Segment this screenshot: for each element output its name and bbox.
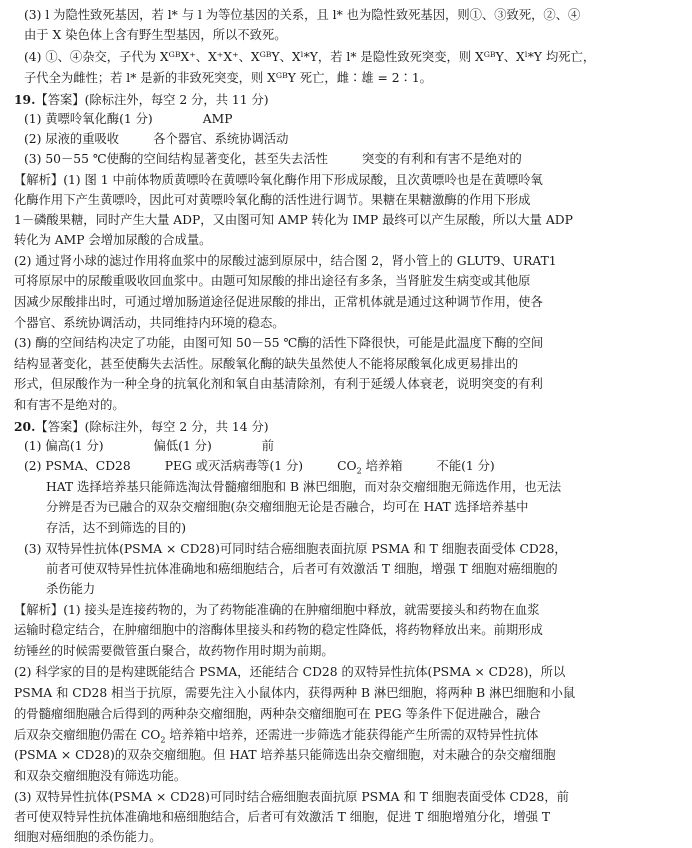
q19-header-text: 【答案】(除标注外，每空 2 分，共 11 分) xyxy=(35,93,269,107)
q18-item4-line1: (4) ①、④杂交，子代为 XᴳᴮX⁺、X⁺X⁺、XᴳᴮY、Xˡ*Y，若 l* 是隐性致死突变，则 XᴳᴮY、Xˡ*Y 均死亡， xyxy=(24,50,596,64)
q19-analysis-line5: (2) 通过肾小球的滤过作用将血浆中的尿酸过滤到原尿中，结合图 2，肾小管上的 GLUT9、URAT1 xyxy=(14,254,557,268)
q20-answer-3-line2: 前者可使双特异性抗体准确地和癌细胞结合，后者可有效激活 T 细胞，增强 T 细胞对癌细胞的 xyxy=(46,562,558,576)
q20-analysis-line8: (PSMA × CD28)的双杂交瘤细胞。但 HAT 培养基只能筛选出杂交瘤细胞，对未融合的杂交瘤细胞 xyxy=(14,748,556,762)
q20-analysis-line1: 【解析】(1) 接头是连接药物的，为了药物能准确的在肿瘤细胞中释放，就需要接头和药物在血浆 xyxy=(14,603,540,617)
q19-analysis-line12: 和有害不是绝对的。 xyxy=(14,398,125,412)
q19-analysis-line3: 1－磷酸果糖，同时产生大量 ADP，又由图可知 AMP 转化为 IMP 最终可以产生尿酸，所以大量 ADP xyxy=(14,213,573,227)
q20-header xyxy=(14,417,269,438)
q19-header xyxy=(14,90,269,111)
q20-analysis-line11: 者可使双特异性抗体准确地和癌细胞结合，后者可有效激活 T 细胞，促进 T 细胞增殖分化，增强 T xyxy=(14,810,551,824)
q20-answer-2: (2) PSMA、CD28 PEG 或灭活病毒等(1 分) $CO_2$ 培养箱 不能(1 分) xyxy=(24,459,495,476)
q20-analysis-line4: (2) 科学家的目的是构建既能结合 PSMA，还能结合 CD28 的双特异性抗体(PSMA × CD28)，所以 xyxy=(14,665,566,679)
q19-analysis-line6: 可将原尿中的尿酸重吸收回血浆中。由题可知尿酸的排出途径有多条，当肾脏发生病变或其他原 xyxy=(14,274,531,288)
q20-analysis-line6: 的骨髓瘤细胞融合后得到的两种杂交瘤细胞，两种杂交瘤细胞可在 PEG 等条件下促进融合，融合 xyxy=(14,707,541,721)
q19-answer-3: (3) 50－55 ℃使酶的空间结构显著变化，甚至失去活性 突变的有利和有害不是绝对的 xyxy=(24,152,522,166)
q19-analysis-line11: 形式，但尿酸作为一种全身的抗氧化剂和氧自由基清除剂，有利于延缓人体衰老，说明突变的有利 xyxy=(14,377,543,391)
q19-analysis-line8: 个器官、系统协调活动，共同维持内环境的稳态。 xyxy=(14,316,285,330)
q20-answer-2-note-1: HAT 选择培养基只能筛选淘汰骨髓瘤细胞和 B 淋巴细胞，而对杂交瘤细胞无筛选作用，也无法 xyxy=(46,480,562,494)
q20-answer-1: (1) 偏高(1 分) 偏低(1 分) 前 xyxy=(24,439,275,453)
q20-analysis-line9: 和双杂交瘤细胞没有筛选功能。 xyxy=(14,769,187,783)
q20-header-text: 【答案】(除标注外，每空 2 分，共 14 分) xyxy=(35,420,269,434)
q20-analysis-line5: PSMA 和 CD28 相当于抗原，需要先注入小鼠体内，获得两种 B 淋巴细胞，将两种 B 淋巴细胞和小鼠 xyxy=(14,686,576,700)
q20-answer-2-note-2: 分辨是否为已融合的双杂交瘤细胞(杂交瘤细胞无论是否融合，均可在 HAT 选择培养基中 xyxy=(46,500,529,514)
q19-analysis-line10: 结构显著变化，甚至使酶失去活性。尿酸氧化酶的缺失虽然使人不能将尿酸氧化成更易排出的 xyxy=(14,357,519,371)
q18-item3-line1: (3) l 为隐性致死基因，若 l* 与 l 为等位基因的关系，且 l* 也为隐性致死基因，则①、③致死，②、④ xyxy=(24,8,581,22)
q19-number: 19. xyxy=(14,92,36,107)
q20-analysis-line3: 纺锤丝的时候需要微管蛋白聚合，故药物作用时期为前期。 xyxy=(14,644,334,658)
q19-answer-1: (1) 黄嘌呤氧化酶(1 分) AMP xyxy=(24,112,233,126)
q19-analysis-line1: 【解析】(1) 图 1 中前体物质黄嘌呤在黄嘌呤氧化酶作用下形成尿酸，且次黄嘌呤也是在黄嘌呤氧 xyxy=(14,173,543,187)
q19-analysis-line7: 因减少尿酸排出时，可通过增加肠道途径促进尿酸的排出，正常机体就是通过这种调节作用，使各 xyxy=(14,295,543,309)
q18-item4-line2: 子代全为雌性；若 l* 是新的非致死突变，则 XᴳᴮY 死亡，雌∶雄 = 2∶1。 xyxy=(24,71,432,85)
q20-number: 20. xyxy=(14,419,36,434)
q20-analysis-line7: 后双杂交瘤细胞仍需在 $CO_2$ 培养箱中培养，还需进一步筛选才能获得能产生所需的双特异性抗体 xyxy=(14,728,539,745)
q19-analysis-line2: 化酶作用下产生黄嘌呤，因此可对黄嘌呤氧化酶的活性进行调节。果糖在果糖激酶的作用下形成 xyxy=(14,193,531,207)
q20-analysis-line12: 细胞对癌细胞的杀伤能力。 xyxy=(14,830,162,844)
q20-analysis-line2: 运输时稳定结合，在肿瘤细胞中的溶酶体里接头和药物的稳定性降低，将药物释放出来。前期形成 xyxy=(14,623,543,637)
q19-analysis-line4: 转化为 AMP 会增加尿酸的合成量。 xyxy=(14,233,212,247)
q18-item3-line2: 由于 X 染色体上含有野生型基因，所以不致死。 xyxy=(24,28,287,42)
q20-answer-3-line3: 杀伤能力 xyxy=(46,582,96,596)
q19-analysis-line9: (3) 酶的空间结构决定了功能，由图可知 50－55 ℃酶的活性下降很快，可能是此温度下酶的空间 xyxy=(14,336,544,350)
q19-answer-2: (2) 尿液的重吸收 各个器官、系统协调活动 xyxy=(24,132,289,146)
q20-analysis-line10: (3) 双特异性抗体(PSMA × CD28)可同时结合癌细胞表面抗原 PSMA 和 T 细胞表面受体 CD28，前 xyxy=(14,790,569,804)
q20-answer-3-line1: (3) 双特异性抗体(PSMA × CD28)可同时结合癌细胞表面抗原 PSMA 和 T 细胞表面受体 CD28， xyxy=(24,542,567,556)
q20-answer-2-note-3: 存活，达不到筛选的目的) xyxy=(46,521,187,535)
